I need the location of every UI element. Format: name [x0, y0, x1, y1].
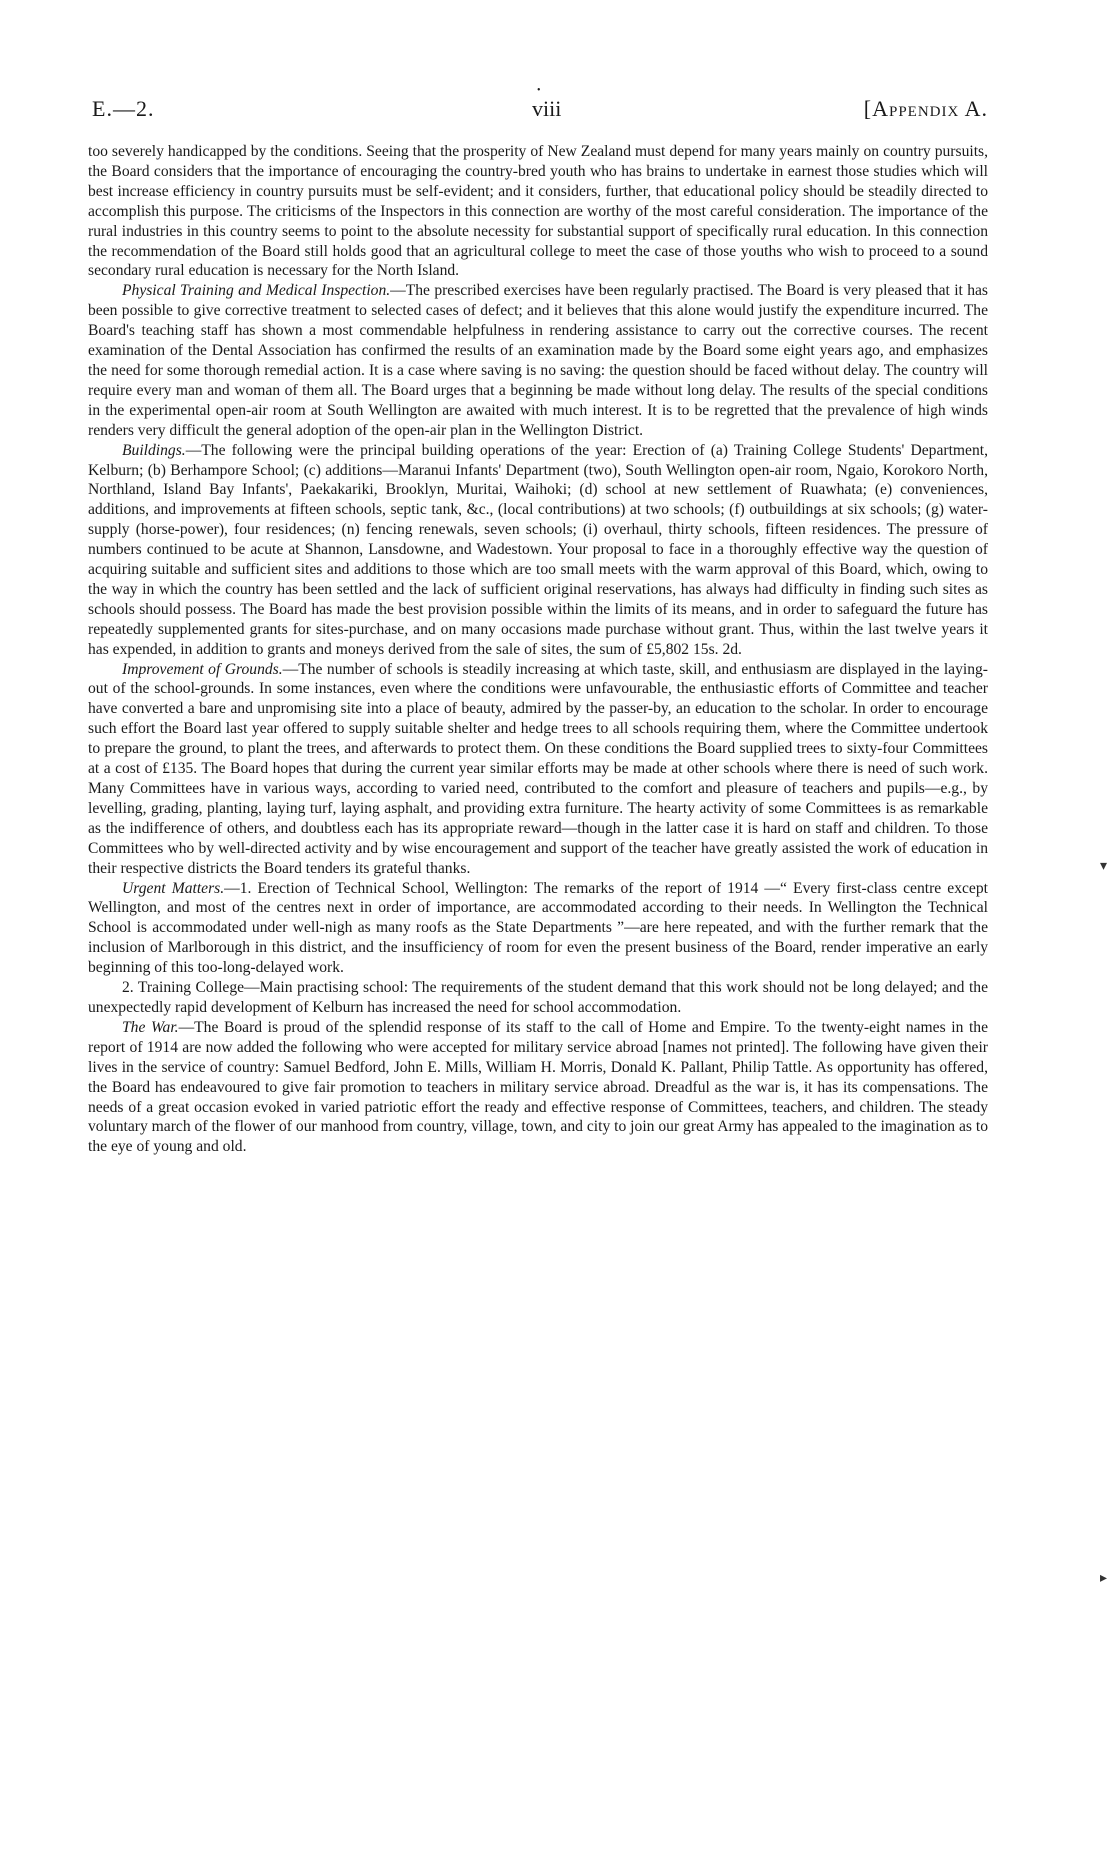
- margin-mark: ▸: [1100, 1571, 1108, 1586]
- paragraph-improvement-of-grounds: [88, 660, 988, 879]
- paragraph-urgent-matters: [88, 879, 988, 979]
- paragraph-heading: Improvement of Grounds.: [122, 660, 283, 678]
- body-text: [88, 142, 988, 1157]
- paragraph-body: —The following were the principal building operations of the year: Erection of (a) Training College Students' Department, Kelburn; (b) Berhampore School; (c) additions—Maranui Infants' Department (two), South Wellington open-air room, Ngaio, Korokoro North, Northland, Island Bay Infants', Paekakariki, Brooklyn, Muritai, Waihoki; (d) school at new settlement of Ruawhata; (e) conveniences, additions, and improvements at fifteen schools, septic tank, &c., (local contributions) at two schools; (f) outbuildings at six schools; (g) water-supply (horse-power), four residences; (n) fencing renewals, seven schools; (i) overhaul, thirty schools, fifteen residences. The pressure of numbers continued to be acute at Shannon, Lansdowne, and Wadestown. Your proposal to face in a thoroughly effective way the question of acquiring suitable and sufficient sites and additions to those which are too small meets with the warm approval of this Board, which, owing to the way in which the country has been settled and the lack of sufficient original reservations, has always had difficulty in finding such sites as schools should possess. The Board has made the best provision possible within the limits of its means, and in order to safeguard the future has repeatedly supplemented grants for sites-purchase, and on many occasions made purchase without grant. Thus, within the last twelve years it has expended, in addition to grants and moneys derived from the sale of sites, the sum of £5,802 15s. 2d.: [88, 441, 988, 658]
- page-number: viii: [532, 96, 562, 121]
- page-header: [88, 85, 988, 132]
- paragraph-heading: Buildings.: [122, 441, 186, 459]
- paragraph-body: 2. Training College—Main practising school: The requirements of the student demand that this work should not be long delayed; and the unexpectedly rapid development of Kelburn has increased the need for school accommodation.: [88, 979, 988, 1016]
- document-page: [88, 85, 988, 1157]
- header-left: E.—2.: [92, 96, 155, 121]
- paragraph-heading: Urgent Matters.: [122, 879, 225, 897]
- paragraph-heading: Physical Training and Medical Inspection.: [122, 282, 391, 300]
- margin-mark: ▾: [1100, 859, 1108, 874]
- header-right: [Appendix A.: [863, 96, 988, 121]
- paragraph-heading: The War.: [122, 1018, 179, 1036]
- paragraph-body: too severely handicapped by the conditions. Seeing that the prosperity of New Zealand must depend for many years mainly on country pursuits, the Board considers that the importance of encouraging the country-bred youth who has brains to undertake in earnest those studies which will best increase efficiency in country pursuits must be self-evident; and it considers, further, that educational policy should be steadily directed to accomplish this purpose. The criticisms of the Inspectors in this connection are worthy of the most careful consideration. The importance of the rural industries in this country seems to point to the absolute necessity for substantial support of specifically rural education. In this connection the recommendation of the Board still holds good that an agricultural college to meet the case of those youths who wish to proceed to a sound secondary rural education is necessary for the North Island.: [88, 143, 988, 280]
- paragraph-body: —1. Erection of Technical School, Wellington: The remarks of the report of 1914 —“ Every first-class centre except Wellington, and most of the centres next in order of importance, are accommodated according to their needs. In Wellington the Technical School is accommodated under well-nigh as many roofs as the State Departments ”—are here repeated, and with the further remark that the inclusion of Marlborough in this district, and the insufficiency of room for even the present business of the Board, render imperative an early beginning of this too-long-delayed work.: [88, 879, 988, 977]
- paragraph-rural-education: [88, 142, 988, 281]
- paragraph-training-college: [88, 978, 988, 1018]
- paragraph-physical-training: [88, 281, 988, 440]
- paragraph-the-war: [88, 1018, 988, 1157]
- paragraph-body: —The number of schools is steadily increasing at which taste, skill, and enthusiasm are displayed in the laying-out of the school-grounds. In some instances, even where the conditions were unfavourable, the enthusiastic efforts of Committee and teacher have converted a bare and unpromising site into a place of beauty, admired by the passer-by, an education to the scholar. In order to encourage such effort the Board last year offered to supply suitable shelter and hedge trees to all schools requiring them, where the Committee undertook to prepare the ground, to plant the trees, and afterwards to protect them. On these conditions the Board supplied trees to sixty-four Committees at a cost of £135. The Board hopes that during the current year similar efforts may be made at other schools where there is need of such work. Many Committees have in various ways, according to varied need, contributed to the comfort and pleasure of teachers and pupils—e.g., by levelling, grading, planting, laying turf, laying asphalt, and providing extra furniture. The hearty activity of some Committees is as remarkable as the indifference of others, and doubtless each has its appropriate reward—though in the latter case it is hard on staff and children. To those Committees who by well-directed activity and by wise encouragement and support of the teacher have greatly assisted the work of education in their respective districts the Board tenders its grateful thanks.: [88, 660, 988, 877]
- paragraph-body: —The Board is proud of the splendid response of its staff to the call of Home and Empire. To the twenty-eight names in the report of 1914 are now added the following who were accepted for military service abroad [names not printed]. The following have given their lives in the service of country: Samuel Bedford, John E. Mills, William H. Morris, Donald K. Pallant, Philip Tattle. As opportunity has offered, the Board has endeavoured to give fair promotion to teachers in military service abroad. Dreadful as the war is, it has its compensations. The needs of a great occasion evoked in varied patriotic effort the ready and effective response of Committees, teachers, and children. The steady voluntary march of the flower of our manhood from country, village, town, and city to join our great Army has appealed to the imagination as to the eye of young and old.: [88, 1018, 988, 1156]
- header-dot: •: [537, 85, 541, 96]
- paragraph-body: —The prescribed exercises have been regularly practised. The Board is very pleased that it has been possible to give corrective treatment to selected cases of defect; and it believes that this alone would justify the expenditure incurred. The Board's teaching staff has shown a most commendable helpfulness in rendering assistance to carry out the corrective courses. The recent examination of the Dental Association has confirmed the results of an examination made by the Board some eight years ago, and emphasizes the need for some thorough remedial action. It is a case where saving is no saving: the question should be faced without delay. The country will require every man and woman of them all. The Board urges that a beginning be made without long delay. The results of the special conditions in the experimental open-air room at South Wellington are awaited with much interest. It is to be regretted that the prevalence of high winds renders very difficult the general adoption of the open-air plan in the Wellington District.: [88, 282, 988, 439]
- paragraph-buildings: [88, 441, 988, 660]
